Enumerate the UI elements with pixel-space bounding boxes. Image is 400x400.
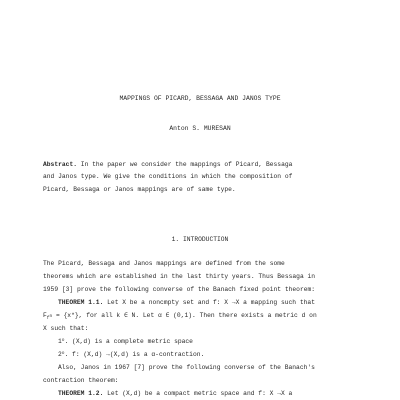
section-heading-introduction: 1. INTRODUCTION bbox=[171, 236, 229, 243]
theorem-1-1-item-1: 1$^o$. (X,d) is a complete metric space bbox=[58, 338, 193, 345]
intro-line-1: The Picard, Bessaga and Janos mappings are defined from the some bbox=[43, 260, 285, 267]
paper-title: MAPPINGS OF PICARD, BESSAGA AND JANOS TYPE bbox=[119, 95, 281, 102]
theorem-1-1-text-1: Let X be a noncmpty set and f: X →X a mapping such that bbox=[103, 299, 315, 306]
theorem-1-1-line-3: X such that: bbox=[43, 325, 89, 332]
janos-line-1: Also, Janos in 1967 [7] prove the following converse of the Banach's bbox=[58, 364, 315, 371]
paper-author: Anton S. MURESAN bbox=[169, 125, 231, 132]
abstract-text-1: In the paper we consider the mappings of Picard, Bessaga bbox=[77, 161, 293, 168]
janos-line-2: contraction theorem: bbox=[43, 377, 119, 384]
abstract-line-3: Picard, Bessaga or Janos mappings are of same type. bbox=[43, 186, 236, 193]
intro-line-3: 1959 [3] prove the following converse of the Banach fixed point theorem: bbox=[43, 286, 316, 293]
fixed-point-set-subscript: fn bbox=[46, 314, 53, 321]
abstract-line-2: and Janos type. We give the conditions in which the composition of bbox=[43, 173, 293, 180]
theorem-1-1-item-2: 2$^o$. f: (X,d) →(X,d) is a α-contraction. bbox=[58, 351, 205, 358]
theorem-1-2-label: THEOREM 1.2. bbox=[58, 390, 104, 397]
abstract-line-1 bbox=[43, 161, 292, 169]
theorem-1-1-line-2: $F_{f^n} = \{x*\}$, for all k ∈ N. Let α ∈ (0,1). Then there exists a metric d on bbox=[43, 312, 317, 321]
theorem-1-2-line-1 bbox=[58, 390, 292, 398]
theorem-1-1-label: THEOREM 1.1. bbox=[58, 299, 104, 306]
theorem-1-1-line-1 bbox=[58, 299, 315, 307]
theorem-1-2-text-1: Let (X,d) be a compact metric space and f: X →X a bbox=[103, 390, 293, 397]
intro-line-2: theorems which are established in the last thirty years. Thus Bessaga in bbox=[43, 273, 316, 280]
abstract-label: Abstract. bbox=[43, 161, 78, 168]
